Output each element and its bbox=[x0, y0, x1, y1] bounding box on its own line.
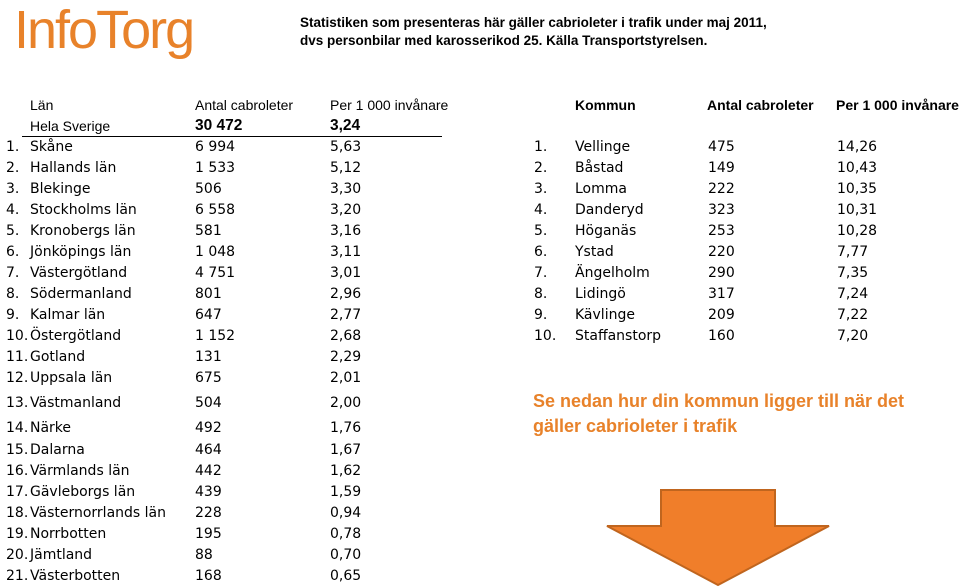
lan-row-per1000: 0,94 bbox=[330, 505, 362, 521]
kommun-row-count: 317 bbox=[708, 286, 735, 302]
kommun-row-name: Staffanstorp bbox=[575, 328, 662, 344]
down-arrow-icon bbox=[603, 488, 833, 587]
lan-row-rank: 19. bbox=[6, 526, 29, 542]
kommun-header-name: Kommun bbox=[575, 97, 636, 113]
promo-line-2: gäller cabrioleter i trafik bbox=[533, 416, 738, 436]
kommun-row-count: 475 bbox=[708, 139, 735, 155]
kommun-row-count: 220 bbox=[708, 244, 735, 260]
lan-row-rank: 11. bbox=[6, 349, 29, 365]
lan-row-name: Skåne bbox=[30, 139, 73, 155]
lan-row-per1000: 3,30 bbox=[330, 181, 362, 197]
lan-row-count: 439 bbox=[195, 484, 222, 500]
lan-row bbox=[0, 524, 420, 544]
lan-row-name: Hallands län bbox=[30, 160, 117, 176]
lan-row-name: Värmlands län bbox=[30, 463, 130, 479]
lan-row-rank: 18. bbox=[6, 505, 29, 521]
kommun-row bbox=[0, 200, 940, 220]
lan-row-rank: 12. bbox=[6, 370, 29, 386]
lan-row-name: Gävleborgs län bbox=[30, 484, 136, 500]
kommun-row-count: 290 bbox=[708, 265, 735, 281]
lan-row-name: Västerbotten bbox=[30, 568, 121, 584]
kommun-row-per1000: 10,35 bbox=[837, 181, 878, 197]
lan-row-name: Uppsala län bbox=[30, 370, 113, 386]
kommun-row-per1000: 7,35 bbox=[837, 265, 869, 281]
lan-row-rank: 8. bbox=[6, 286, 20, 302]
kommun-row-per1000: 10,43 bbox=[837, 160, 878, 176]
lan-row-count: 6 558 bbox=[195, 202, 236, 218]
sweden-count: 30 472 bbox=[195, 117, 243, 134]
lan-row-per1000: 5,63 bbox=[330, 139, 362, 155]
lan-row-rank: 5. bbox=[6, 223, 20, 239]
lan-row-count: 131 bbox=[195, 349, 222, 365]
kommun-row bbox=[0, 326, 940, 346]
kommun-row-rank: 3. bbox=[534, 181, 548, 197]
lan-row-count: 581 bbox=[195, 223, 222, 239]
lan-row-count: 168 bbox=[195, 568, 222, 584]
kommun-row-name: Lidingö bbox=[575, 286, 626, 302]
kommun-row-rank: 4. bbox=[534, 202, 548, 218]
lan-row-name: Västernorrlands län bbox=[30, 505, 166, 521]
lan-row-per1000: 0,78 bbox=[330, 526, 362, 542]
lan-row-count: 88 bbox=[195, 547, 213, 563]
lan-row-count: 1 048 bbox=[195, 244, 236, 260]
lan-row-per1000: 2,77 bbox=[330, 307, 362, 323]
lan-row-per1000: 2,68 bbox=[330, 328, 362, 344]
lan-row bbox=[0, 418, 420, 438]
kommun-row-count: 323 bbox=[708, 202, 735, 218]
kommun-row bbox=[0, 284, 940, 304]
lan-header-per1000: Per 1 000 invånare bbox=[330, 97, 449, 113]
lan-row-name: Norrbotten bbox=[30, 526, 107, 542]
kommun-row-rank: 1. bbox=[534, 139, 548, 155]
kommun-row-name: Vellinge bbox=[575, 139, 631, 155]
kommun-row-name: Lomma bbox=[575, 181, 627, 197]
kommun-row-rank: 5. bbox=[534, 223, 548, 239]
lan-row-rank: 2. bbox=[6, 160, 20, 176]
lan-row bbox=[0, 393, 420, 413]
kommun-row-count: 209 bbox=[708, 307, 735, 323]
lan-row-name: Jämtland bbox=[30, 547, 93, 563]
lan-row bbox=[0, 566, 420, 586]
kommun-row-count: 222 bbox=[708, 181, 735, 197]
lan-row-rank: 10. bbox=[6, 328, 29, 344]
lan-row-count: 195 bbox=[195, 526, 222, 542]
kommun-row-per1000: 7,20 bbox=[837, 328, 869, 344]
kommun-row-rank: 2. bbox=[534, 160, 548, 176]
lan-header-count: Antal cabroleter bbox=[195, 97, 294, 113]
caption bbox=[300, 14, 860, 50]
lan-row bbox=[0, 368, 420, 388]
lan-row-count: 1 152 bbox=[195, 328, 236, 344]
sweden-label: Hela Sverige bbox=[30, 118, 111, 134]
lan-row-name: Gotland bbox=[30, 349, 86, 365]
kommun-row-rank: 10. bbox=[534, 328, 557, 344]
kommun-row-name: Ystad bbox=[575, 244, 614, 260]
lan-row-per1000: 2,00 bbox=[330, 395, 362, 411]
lan-row-rank: 9. bbox=[6, 307, 20, 323]
kommun-row-name: Båstad bbox=[575, 160, 624, 176]
lan-row bbox=[0, 545, 420, 565]
lan-row-per1000: 1,62 bbox=[330, 463, 362, 479]
kommun-row-name: Ängelholm bbox=[575, 265, 650, 281]
lan-row-rank: 21. bbox=[6, 568, 29, 584]
lan-row-name: Kronobergs län bbox=[30, 223, 136, 239]
lan-row-count: 442 bbox=[195, 463, 222, 479]
kommun-row bbox=[0, 263, 940, 283]
promo-text bbox=[533, 389, 953, 439]
infotorg-logo: InfoTorg bbox=[14, 0, 194, 60]
lan-row-count: 1 533 bbox=[195, 160, 236, 176]
lan-row-per1000: 0,70 bbox=[330, 547, 362, 563]
kommun-header-per1000: Per 1 000 invånare bbox=[836, 97, 959, 113]
lan-row-per1000: 2,29 bbox=[330, 349, 362, 365]
kommun-row bbox=[0, 305, 940, 325]
lan-row-rank: 3. bbox=[6, 181, 20, 197]
kommun-row-per1000: 7,24 bbox=[837, 286, 869, 302]
kommun-row-rank: 7. bbox=[534, 265, 548, 281]
lan-row-name: Blekinge bbox=[30, 181, 91, 197]
lan-row-rank: 14. bbox=[6, 420, 29, 436]
lan-row-per1000: 0,65 bbox=[330, 568, 362, 584]
lan-row-rank: 7. bbox=[6, 265, 20, 281]
lan-row-per1000: 3,11 bbox=[330, 244, 362, 260]
kommun-header-count: Antal cabroleter bbox=[707, 97, 814, 113]
lan-header-name: Län bbox=[30, 97, 54, 113]
lan-row-per1000: 2,96 bbox=[330, 286, 362, 302]
lan-row bbox=[0, 440, 420, 460]
lan-row-count: 504 bbox=[195, 395, 222, 411]
kommun-row bbox=[0, 179, 940, 199]
kommun-row-count: 149 bbox=[708, 160, 735, 176]
kommun-row-count: 253 bbox=[708, 223, 735, 239]
lan-row-per1000: 5,12 bbox=[330, 160, 362, 176]
kommun-row bbox=[0, 242, 940, 262]
lan-row-count: 675 bbox=[195, 370, 222, 386]
lan-row-per1000: 3,16 bbox=[330, 223, 362, 239]
lan-row-count: 4 751 bbox=[195, 265, 236, 281]
lan-row bbox=[0, 347, 420, 367]
kommun-row-per1000: 7,22 bbox=[837, 307, 869, 323]
lan-row-name: Södermanland bbox=[30, 286, 132, 302]
lan-row-name: Jönköpings län bbox=[30, 244, 132, 260]
kommun-row-per1000: 14,26 bbox=[837, 139, 878, 155]
lan-row-per1000: 3,20 bbox=[330, 202, 362, 218]
lan-row-rank: 17. bbox=[6, 484, 29, 500]
lan-row bbox=[0, 461, 420, 481]
caption-line-2: dvs personbilar med karosserikod 25. Källa Transportstyrelsen. bbox=[300, 33, 708, 48]
kommun-row-name: Höganäs bbox=[575, 223, 637, 239]
promo-line-1: Se nedan hur din kommun ligger till när det bbox=[533, 391, 905, 411]
lan-row-per1000: 1,67 bbox=[330, 442, 362, 458]
lan-row bbox=[0, 482, 420, 502]
kommun-row bbox=[0, 137, 940, 157]
lan-row-rank: 1. bbox=[6, 139, 20, 155]
lan-row-name: Östergötland bbox=[30, 328, 122, 344]
kommun-row-per1000: 10,31 bbox=[837, 202, 878, 218]
lan-row-rank: 16. bbox=[6, 463, 29, 479]
lan-row bbox=[0, 503, 420, 523]
lan-row-name: Stockholms län bbox=[30, 202, 137, 218]
lan-row-name: Närke bbox=[30, 420, 72, 436]
lan-row-per1000: 3,01 bbox=[330, 265, 362, 281]
kommun-row-rank: 9. bbox=[534, 307, 548, 323]
lan-row-count: 464 bbox=[195, 442, 222, 458]
kommun-row-name: Danderyd bbox=[575, 202, 644, 218]
kommun-row-rank: 6. bbox=[534, 244, 548, 260]
lan-row-rank: 15. bbox=[6, 442, 29, 458]
lan-row-rank: 6. bbox=[6, 244, 20, 260]
lan-row-rank: 13. bbox=[6, 395, 29, 411]
lan-row-count: 228 bbox=[195, 505, 222, 521]
kommun-row-per1000: 7,77 bbox=[837, 244, 869, 260]
lan-row-count: 506 bbox=[195, 181, 222, 197]
lan-row-name: Västmanland bbox=[30, 395, 122, 411]
lan-row-count: 492 bbox=[195, 420, 222, 436]
kommun-row-per1000: 10,28 bbox=[837, 223, 878, 239]
lan-row-per1000: 2,01 bbox=[330, 370, 362, 386]
lan-row-per1000: 1,76 bbox=[330, 420, 362, 436]
lan-row-name: Västergötland bbox=[30, 265, 128, 281]
kommun-row bbox=[0, 221, 940, 241]
caption-line-1: Statistiken som presenteras här gäller cabrioleter i trafik under maj 2011, bbox=[300, 15, 767, 30]
lan-row-rank: 4. bbox=[6, 202, 20, 218]
kommun-row-rank: 8. bbox=[534, 286, 548, 302]
lan-row-per1000: 1,59 bbox=[330, 484, 362, 500]
lan-row-count: 801 bbox=[195, 286, 222, 302]
lan-row-name: Dalarna bbox=[30, 442, 85, 458]
lan-row-name: Kalmar län bbox=[30, 307, 106, 323]
sweden-summary-row bbox=[22, 116, 442, 137]
kommun-row-count: 160 bbox=[708, 328, 735, 344]
sweden-per1000: 3,24 bbox=[330, 117, 361, 134]
kommun-row bbox=[0, 158, 940, 178]
lan-row-rank: 20. bbox=[6, 547, 29, 563]
lan-row-count: 6 994 bbox=[195, 139, 236, 155]
kommun-row-name: Kävlinge bbox=[575, 307, 635, 323]
lan-row-count: 647 bbox=[195, 307, 222, 323]
